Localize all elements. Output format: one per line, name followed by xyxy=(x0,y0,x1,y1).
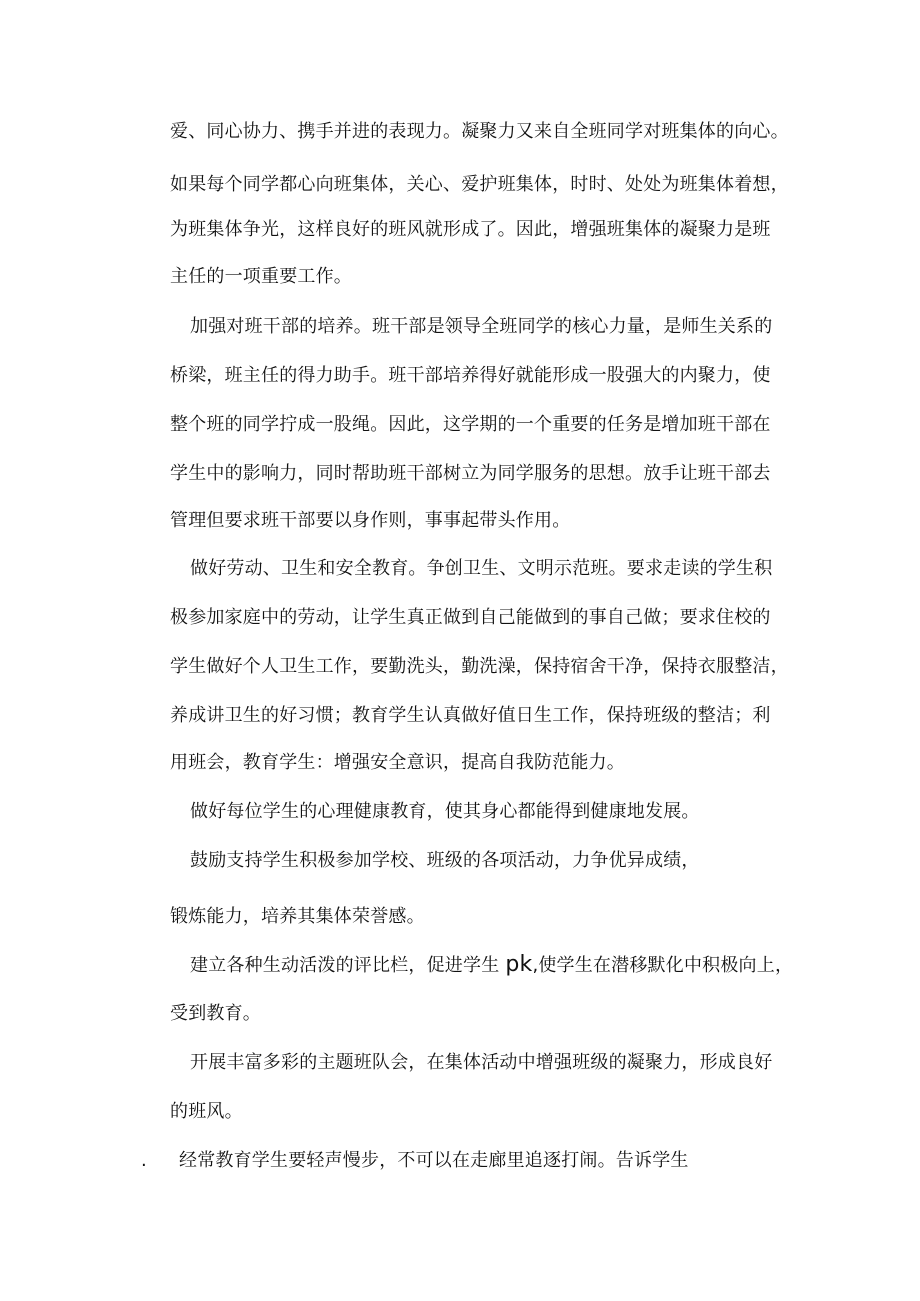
paragraph-1-line-2: 如果每个同学都心向班集体，关心、爱护班集体，时时、处处为班集体着想， xyxy=(170,174,789,195)
paragraph-2-line-2: 桥梁，班主任的得力助手。班干部培养得好就能形成一股强大的内聚力，使 xyxy=(170,365,771,386)
paragraph-1-line-3: 为班集体争光，这样良好的班风就形成了。因此，增强班集体的凝聚力是班 xyxy=(170,219,771,240)
paragraph-7-line-1: 开展丰富多彩的主题班队会，在集体活动中增强班级的凝聚力，形成良好 xyxy=(190,1052,773,1073)
paragraph-3-line-4: 养成讲卫生的好习惯；教育学生认真做好值日生工作，保持班级的整洁；利 xyxy=(170,705,771,726)
paragraph-8-line-1: 经常教育学生要轻声慢步，不可以在走廊里追逐打闹。告诉学生 xyxy=(179,1150,689,1171)
paragraph-1-line-4: 主任的一项重要工作。 xyxy=(170,266,352,287)
paragraph-4-line-1: 做好每位学生的心理健康教育，使其身心都能得到健康地发展。 xyxy=(190,801,700,822)
paragraph-2-line-3: 整个班的同学拧成一股绳。因此，这学期的一个重要的任务是增加班干部在 xyxy=(170,414,771,435)
paragraph-5-line-2: 锻炼能力，培养其集体荣誉感。 xyxy=(170,906,425,927)
paragraph-2-line-4: 学生中的影响力，同时帮助班干部树立为同学服务的思想。放手让班干部去 xyxy=(170,463,771,484)
paragraph-6-line-2: 受到教育。 xyxy=(170,1003,261,1024)
paragraph-3-line-2: 极参加家庭中的劳动，让学生真正做到自己能做到的事自己做；要求住校的 xyxy=(170,607,771,628)
paragraph-6-text-before: 建立各种生动活泼的评比栏，促进学生 xyxy=(190,955,506,976)
paragraph-3-line-3: 学生做好个人卫生工作，要勤洗头，勤洗澡，保持宿舍干净，保持衣服整洁， xyxy=(170,656,789,677)
paragraph-6-text-after: ,使学生在潜移默化中积极向上， xyxy=(532,955,794,976)
paragraph-2-line-5: 管理但要求班干部要以身作则，事事起带头作用。 xyxy=(170,510,571,531)
paragraph-7-line-2: 的班风。 xyxy=(170,1101,243,1122)
paragraph-3-line-1: 做好劳动、卫生和安全教育。争创卫生、文明示范班。要求走读的学生积 xyxy=(190,558,773,579)
paragraph-2-line-1: 加强对班干部的培养。班干部是领导全班同学的核心力量，是师生关系的 xyxy=(190,316,773,337)
paragraph-3-line-5: 用班会，教育学生：增强安全意识，提高自我防范能力。 xyxy=(170,752,625,773)
paragraph-6-pk-text: pk xyxy=(505,952,533,977)
paragraph-6-line-1 xyxy=(190,954,793,977)
paragraph-8-marker: . xyxy=(141,1150,147,1171)
paragraph-5-line-1: 鼓励支持学生积极参加学校、班级的各项活动，力争优异成绩， xyxy=(190,850,700,871)
paragraph-1-line-1: 爱、同心协力、携手并进的表现力。凝聚力又来自全班同学对班集体的向心。 xyxy=(170,121,789,142)
